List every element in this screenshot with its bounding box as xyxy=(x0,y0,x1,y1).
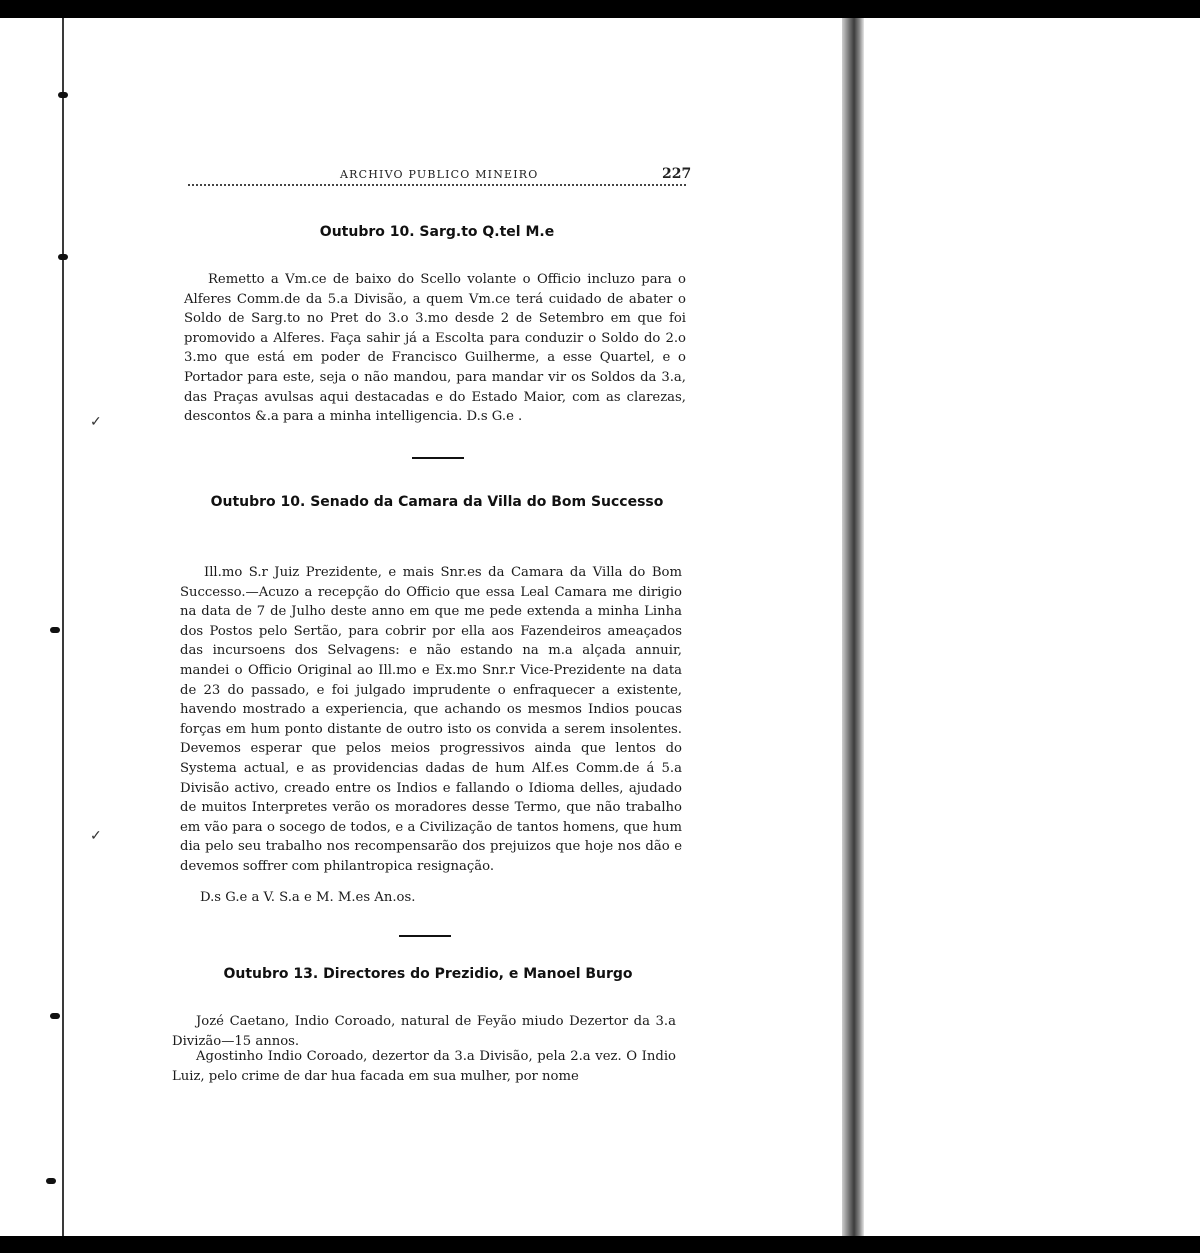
page-number: 227 xyxy=(662,166,692,182)
left-page-edge xyxy=(62,18,64,1236)
margin-tick-icon: ✓ xyxy=(90,414,102,430)
binding-mark xyxy=(58,92,68,98)
section-divider xyxy=(412,457,464,459)
margin-tick-icon: ✓ xyxy=(90,828,102,844)
binding-mark xyxy=(58,254,68,260)
entry-paragraph: Jozé Caetano, Indio Coroado, natural de Feyão miudo Dezertor da 3.a Divizão—15 annos. xyxy=(172,1014,676,1049)
entry-paragraph: Remetto a Vm.ce de baixo do Scello volante o Officio incluzo para o Alferes Comm.de da 5.a Divisão, a quem Vm.ce terá cuidado de abater o Soldo de Sarg.to no Pret do 3.o 3.mo desde 2 de Setembro em que foi promovido a Alferes. Faça sahir já a Escolta para conduzir o Soldo do 2.o 3.mo que está em poder de Francisco Guilherme, a esse Quartel, e o Portador para este, seja o não mandou, para mandar vir os Soldos da 3.a, das Praças avulsas aqui destacadas e do Estado Maior, com as clarezas, descontos &.a para a minha intelligencia. D.s G.e . xyxy=(184,272,686,425)
scan-border-bottom xyxy=(0,1236,1200,1253)
entry-closing: D.s G.e a V. S.a e M. M.es An.os. xyxy=(200,890,416,905)
entry-paragraph: Agostinho Indio Coroado, dezertor da 3.a Divisão, pela 2.a vez. O Indio Luiz, pelo crime de dar hua facada em sua mulher, por nome xyxy=(172,1049,676,1084)
entry-heading: Outubro 10. Sarg.to Q.tel M.e xyxy=(319,224,555,240)
scan-border-top xyxy=(0,0,1200,18)
section-divider xyxy=(399,935,451,937)
header-rule xyxy=(188,184,686,186)
running-title: ARCHIVO PUBLICO MINEIRO xyxy=(340,168,539,181)
binding-mark xyxy=(50,627,60,633)
binding-mark xyxy=(50,1013,60,1019)
entry-paragraph: Ill.mo S.r Juiz Prezidente, e mais Snr.es da Camara da Villa do Bom Successo.—Acuzo a recepção do Officio que essa Leal Camara me dirigio na data de 7 de Julho deste anno em que me pede extenda a minha Linha dos Postos pelo Sertão, para cobrir por ella aos Fazendeiros ameaçados das incursoens dos Selvagens: e não estando na m.a alçada annuir, mandei o Officio Original ao Ill.mo e Ex.mo Snr.r Vice-Prezidente na data de 23 do passado, e foi julgado imprudente o enfraquecer a existente, havendo mostrado a experiencia, que achando os mesmos Indios poucas forças em hum ponto distante de outro isto os convida a serem insolentes. Devemos esperar que pelos meios progressivos ainda que lentos do Systema actual, e as providencias dadas de hum Alf.es Comm.de á 5.a Divisão activo, creado entre os Indios e fallando o Idioma delles, ajudado de muitos Interpretes verão os moradores desse Termo, que não trabalho em vão para o socego de todos, e a Civilização de tantos homens, que hum dia pelo seu trabalho nos recompensarão dos prejuizos que hoje nos dão e devemos soffrer com philantropica resignação. xyxy=(180,565,682,874)
binding-mark xyxy=(46,1178,56,1184)
book-gutter xyxy=(842,18,864,1236)
entry-heading: Outubro 13. Directores do Prezidio, e Manoel Burgo xyxy=(223,966,633,982)
entry-heading: Outubro 10. Senado da Camara da Villa do Bom Successo xyxy=(210,494,664,510)
